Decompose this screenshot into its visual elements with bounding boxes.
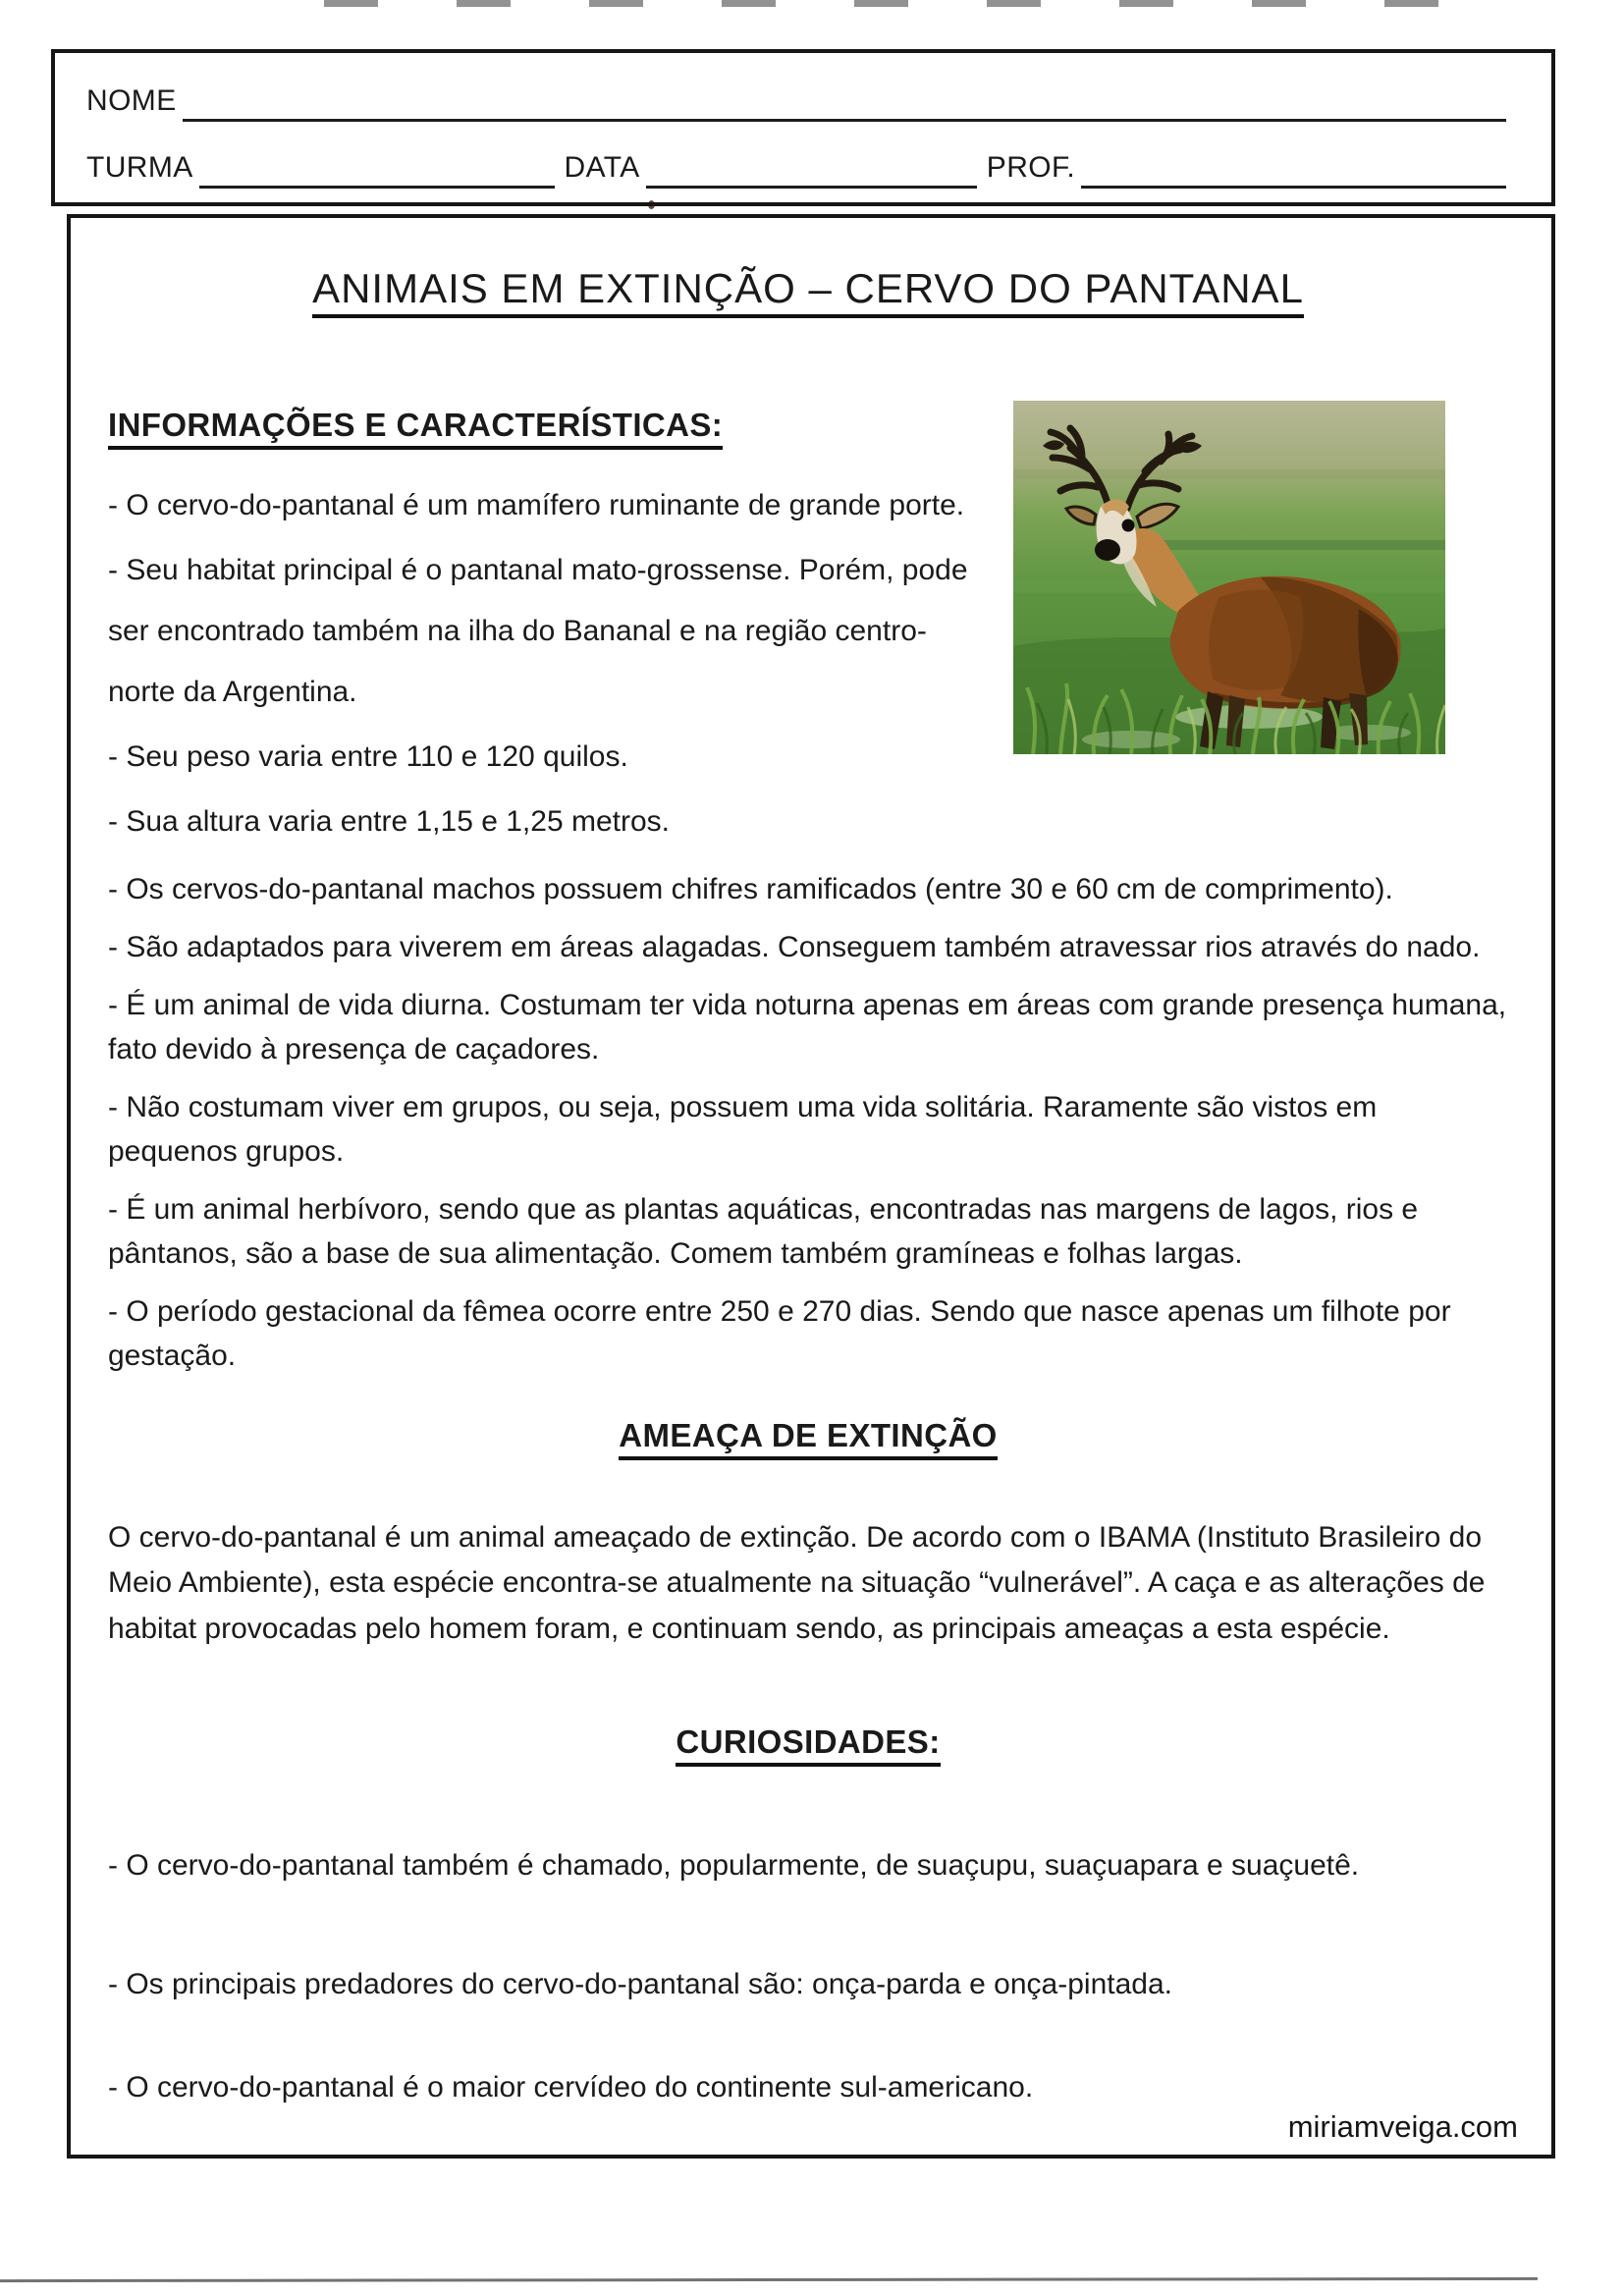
curiosity-bullet: - O cervo-do-pantanal é o maior cervídeo do continente sul-americano. — [108, 2070, 1034, 2104]
threat-paragraph: O cervo-do-pantanal é um animal ameaçado de extinção. De acordo com o IBAMA (Instituto Brasileiro do Meio Ambiente), esta espécie encontra-se atualmente na situação “vulnerável”. A caça e as alterações de habitat provocadas pelo homem foram, e continuam sendo, as principais ameaças a esta espécie. — [108, 1520, 1486, 1646]
teacher-label: PROF. — [986, 151, 1076, 184]
info-bullet: - É um animal herbívoro, sendo que as plantas aquáticas, encontradas nas margens de lagos, rios e pântanos, são a base de sua alimentação. Comem também gramíneas e folhas largas. — [108, 1192, 1419, 1270]
marsh-deer-illustration — [1013, 401, 1445, 754]
class-blank-line — [199, 156, 555, 189]
deer-photo — [1013, 401, 1445, 754]
info-bullet: - O cervo-do-pantanal é um mamífero ruminante de grande porte. — [108, 489, 965, 521]
date-label: DATA — [564, 151, 640, 184]
site-credit: miriamveiga.com — [1287, 2109, 1518, 2144]
info-bullet: - São adaptados para viverem em áreas alagadas. Conseguem também atravessar rios através do nado. — [108, 930, 1481, 963]
scan-artifact-bottom — [0, 2277, 1538, 2282]
header-box — [51, 49, 1555, 206]
info-bullet: - O período gestacional da fêmea ocorre entre 250 e 270 dias. Sendo que nasce apenas um filhote por gestação. — [108, 1294, 1451, 1372]
info-bullet: - Seu habitat principal é o pantanal mato-grossense. Porém, pode ser encontrado também na ilha do Bananal e na região centro-norte da Argentina. — [108, 554, 968, 709]
info-bullet: - Não costumam viver em grupos, ou seja, possuem uma vida solitária. Raramente são vistos em pequenos grupos. — [108, 1090, 1378, 1168]
name-label: NOME — [86, 84, 177, 117]
section-curiosities — [108, 1723, 1508, 2109]
section-heading-info: INFORMAÇÕES E CARACTERÍSTICAS: — [108, 407, 1508, 444]
name-field-row — [86, 84, 1506, 117]
info-bullet: - Os cervos-do-pantanal machos possuem chifres ramificados (entre 30 e 60 cm de comprimento). — [108, 872, 1393, 905]
teacher-blank-line — [1081, 156, 1506, 189]
section-threat — [108, 1417, 1508, 1653]
class-date-teacher-row — [86, 151, 1506, 184]
info-bullet: - É um animal de vida diurna. Costumam ter vida noturna apenas em áreas com grande presença humana, fato devido à presença de caçadores. — [108, 988, 1507, 1066]
section-heading-curiosities: CURIOSIDADES: — [108, 1723, 1508, 1761]
page-title: ANIMAIS EM EXTINÇÃO – CERVO DO PANTANAL — [108, 265, 1508, 312]
scan-artifact-top — [324, 0, 1443, 7]
section-heading-threat: AMEAÇA DE EXTINÇÃO — [108, 1417, 1508, 1454]
class-label: TURMA — [86, 151, 193, 184]
curiosity-bullet: - Os principais predadores do cervo-do-pantanal são: onça-parda e onça-pintada. — [108, 1967, 1172, 2000]
info-bullet: - Sua altura varia entre 1,15 e 1,25 metros. — [108, 805, 670, 839]
worksheet-box — [67, 214, 1555, 2159]
section-info — [108, 407, 1508, 1378]
curiosity-bullet: - O cervo-do-pantanal também é chamado, popularmente, de suaçupu, suaçuapara e suaçuetê. — [108, 1848, 1360, 1882]
date-blank-line — [646, 156, 977, 189]
info-bullet: - Seu peso varia entre 110 e 120 quilos. — [108, 740, 628, 774]
name-blank-line — [183, 89, 1506, 122]
